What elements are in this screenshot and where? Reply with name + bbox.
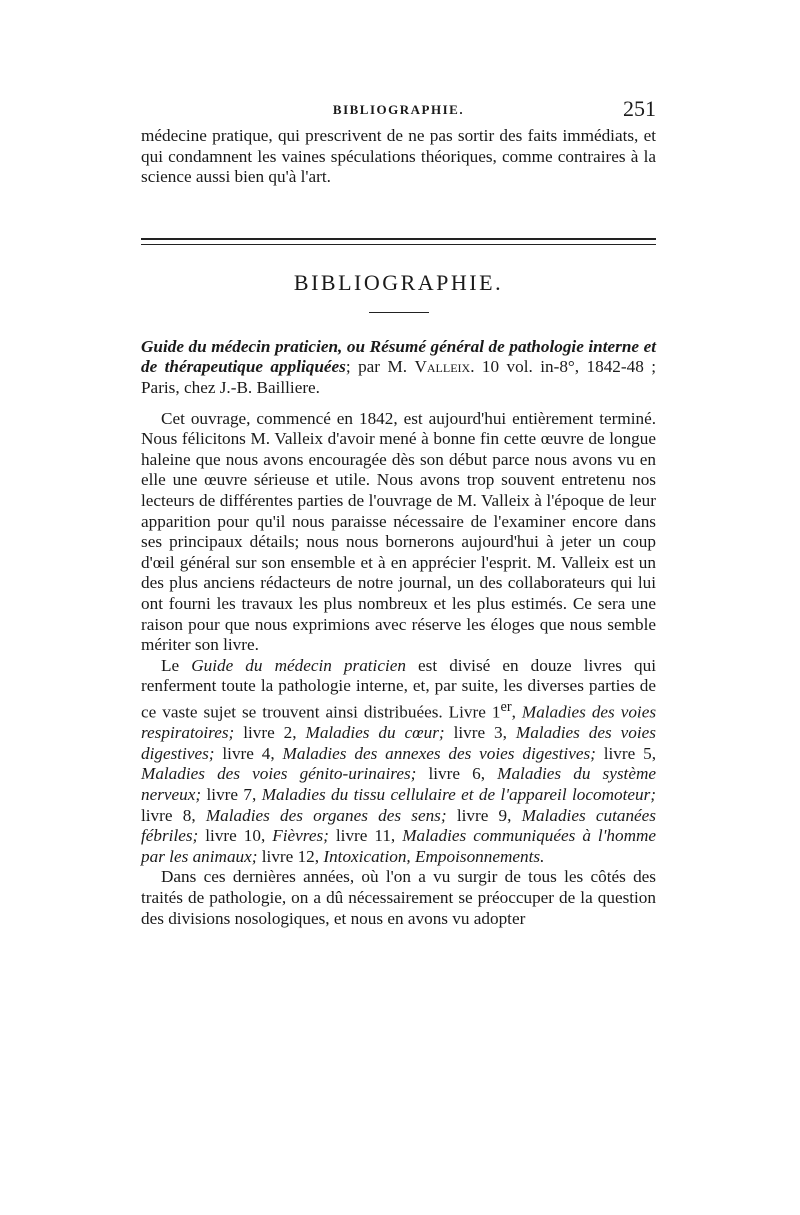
p2-text: est divisé en douze livres qui renferment toute la pathologie interne, et, par suite, les diverses parties de ce vaste sujet se trouvent ainsi distribuées. Livre 1 <box>141 655 656 722</box>
livre-2-title: Maladies du cœur; <box>305 723 445 743</box>
p2-text: livre 9, <box>446 805 522 825</box>
livre-8-title: Maladies des organes des sens; <box>205 805 447 825</box>
livre-1-title: Maladies des voies respiratoires; <box>141 702 657 743</box>
p2-book-title: Guide du médecin praticien <box>191 655 406 675</box>
entry-details: . 10 vol. in-8°, 1842-48 ; Paris, chez J.-B. Bailliere. <box>141 357 656 397</box>
running-head <box>141 96 656 126</box>
entry-author-prefix: ; par M. <box>345 357 415 377</box>
p2-text: livre 4, <box>214 743 283 763</box>
livre-6-title: Maladies du système nerveux; <box>141 764 656 804</box>
page-number: 251 <box>623 96 656 121</box>
section-divider <box>141 238 656 245</box>
livre-7-title: Maladies du tissu cellulaire et de l'appareil locomoteur; <box>261 784 657 804</box>
entry-author: Valleix <box>414 357 471 377</box>
livre-5-title: Maladies des voies génito-urinaires; <box>141 764 417 784</box>
p2-text: livre 5, <box>595 743 656 763</box>
p2-text: livre 7, <box>201 784 262 804</box>
livre-12-title: Intoxication, Empoisonnements. <box>323 846 545 866</box>
p2-text: livre 6, <box>416 764 498 784</box>
livre-3-title: Maladies des voies digestives; <box>141 723 656 763</box>
bibliographic-entry <box>141 337 656 399</box>
p2-text: Le <box>161 655 192 675</box>
livre-4-title: Maladies des annexes des voies digestives; <box>282 743 596 763</box>
title-rule <box>369 312 429 313</box>
p2-text: livre 2, <box>234 723 306 743</box>
p2-text: , <box>511 702 522 722</box>
p2-text: livre 3, <box>444 723 516 743</box>
top-paragraph: médecine pratique, qui prescrivent de ne pas sortir des faits immédiats, et qui condamnent les vaines spéculations théoriques, comme contraires à la science aussi bien qu'à l'art. <box>141 126 656 187</box>
livre-11-title: Maladies communiquées à l'homme par les animaux; <box>141 826 657 866</box>
entry-title: Guide du médecin praticien, ou Résumé général de pathologie interne et de thérapeutique appliquées <box>141 336 656 377</box>
livre-9-title: Maladies cutanées fébriles; <box>141 805 656 846</box>
paragraph-2 <box>141 656 656 868</box>
p2-text: livre 10, <box>198 826 273 846</box>
p2-text: livre 12, <box>257 846 324 866</box>
paragraph-3: Dans ces dernières années, où l'on a vu surgir de tous les côtés des traités de pathologie, on a dû nécessairement se préoccuper de la question des divisions nosologiques, et nous en avons vu adopter <box>141 867 656 928</box>
running-head-title: BIBLIOGRAPHIE. <box>332 102 465 117</box>
paragraph-1: Cet ouvrage, commencé en 1842, est aujourd'hui entièrement terminé. Nous félicitons M. Valleix d'avoir mené à bonne fin cette œuvre de longue haleine que nous avons encouragée dès son début parce nous avons vu en elle une œuvre sérieuse et utile. Nous avons trop souvent entretenu nos lecteurs de différentes parties de l'ouvrage de M. Valleix à l'époque de leur apparition pour qu'il nous paraisse nécessaire de l'examiner encore dans ses principaux détails; nous nous bornerons aujourd'hui à jeter un coup d'œil général sur son ensemble et à en apprécier l'esprit. M. Valleix est un des plus anciens rédacteurs de notre journal, un des collaborateurs qui lui ont fourni les travaux les plus nombreux et les plus estimés. Ce sera une raison pour que nous exprimions avec réserve les éloges que nous semble mériter son livre. <box>141 408 656 655</box>
section-title: BIBLIOGRAPHIE. <box>293 269 504 295</box>
livre-10-title: Fièvres; <box>272 826 329 846</box>
p2-text: livre 8, <box>141 805 206 825</box>
p2-text: livre 11, <box>328 826 403 846</box>
book-page <box>141 96 656 929</box>
p2-superscript: er <box>500 698 512 715</box>
